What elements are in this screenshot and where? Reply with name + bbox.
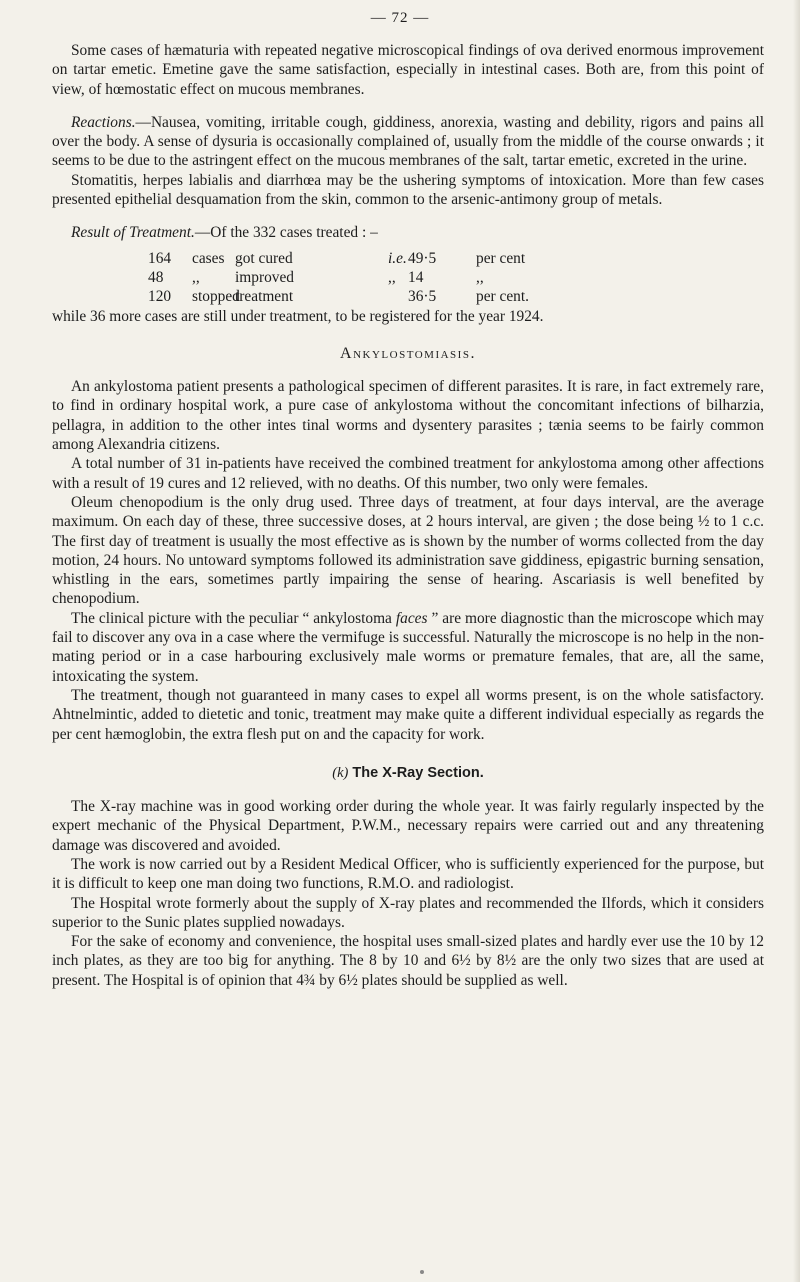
paragraph-xray-economy: For the sake of economy and convenience, the hospital uses small-sized plates and hardly ever use the 10 by 12 inch plates, as they are too big for anything. The 8 by 10 and 6½ by 8½ are the only two sizes that are used at present. The Hospital is of opinion that 4¾ by 6½ plates should be supplied as well. — [52, 933, 764, 989]
section-heading-xray — [52, 764, 764, 783]
xray-section-title: The X-Ray Section. — [352, 764, 484, 781]
result-unit: per cent — [476, 249, 526, 267]
result-intro: —Of the 332 cases treated : – — [194, 224, 378, 242]
clinical-post: ” are more diagnostic than the microscope which may fail to discover any ova in a case where the vermifuge is successful. Naturally the microscope is no help in the non-mating period or in a case harbouring exclusively male worms or premature females, that are, all the same, intoxicating the system. — [52, 609, 764, 685]
paragraph-xray-plates: The Hospital wrote formerly about the supply of X-ray plates and recommended the Ilfords, which it considers superior to the Sunic plates supplied nowadays. — [52, 894, 764, 931]
result-row — [148, 268, 764, 287]
paragraph-stomatitis: Stomatitis, herpes labialis and diarrhœa may be the ushering symptoms of intoxication. More than few cases presented epithelial desquamation from the skin, common to the arsenic-antimony group of metals. — [52, 171, 764, 209]
paragraph-xray-machine: The X-ray machine was in good working order during the whole year. It was fairly regularly inspected by the expert mechanic of the Physical Department, P.W.M., necessary repairs were carried out and any threatening damage was discovered and avoided. — [52, 798, 764, 854]
result-list — [148, 249, 764, 307]
result-ie: ,, — [388, 268, 396, 286]
paragraph-oleum: Oleum chenopodium is the only drug used. Three days of treatment, at four days interval, are the average maximum. On each day of these, three successive doses, at 2 hours interval, are given ; the dose being ½ to 1 c.c. The first day of treatment is usually the most effective as is shown by the number of worms collected from the day motion, 24 hours. No untoward symptoms followed its administration save giddiness, epigastric burning sensation, whistling in the ears, sometimes partly impairing the sense of hearing. Ascariasis is well benefited by chenopodium. — [52, 493, 764, 608]
result-tail: while 36 more cases are still under treatment, to be registered for the year 1924. — [52, 307, 544, 325]
page-body — [52, 41, 764, 990]
result-unit: ,, — [476, 268, 484, 286]
page-number: — 72 — — [370, 10, 430, 26]
clinical-faces: faces — [395, 609, 428, 627]
result-ie: i.e. — [388, 249, 407, 267]
result-word: cases — [192, 249, 225, 267]
paragraph-reactions — [52, 113, 764, 171]
xray-section-label: (k) — [332, 764, 349, 781]
result-outcome: got cured — [235, 249, 293, 267]
result-outcome: treatment — [235, 288, 294, 306]
result-outcome: improved — [235, 268, 294, 286]
result-row — [148, 249, 764, 268]
clinical-pre: The clinical picture with the peculiar “ ankylostoma — [71, 609, 396, 627]
section-heading-ankylostomiasis: Ankylostomiasis. — [340, 344, 476, 362]
result-word: ,, — [192, 268, 200, 286]
result-label: Result of Treatment. — [71, 224, 195, 242]
page-speck — [420, 1270, 424, 1274]
result-percent: 36·5 — [408, 288, 437, 306]
page-edge-shadow — [793, 0, 800, 1282]
result-percent: 14 — [408, 268, 424, 286]
result-unit: per cent. — [476, 288, 529, 306]
result-percent: 49·5 — [408, 249, 437, 267]
paragraph-haematuria: Some cases of hæmaturia with repeated negative microscopical findings of ova derived enormous improvement on tartar emetic. Emetine gave the same satisfaction, especially in intestinal cases. Both are, from this point of view, of hœmostatic effect on mucous membranes. — [52, 42, 764, 98]
paragraph-treatment: The treatment, though not guaranteed in many cases to expel all worms present, is on the whole satisfactory. Ahtnelmintic, added to dietetic and tonic, treatment may make quite a different individual especially as regards the per cent hæmoglobin, the extra flesh put on and the capacity for work. — [52, 686, 764, 743]
result-count: 164 — [148, 249, 172, 267]
paragraph-ankylostoma-patient: An ankylostoma patient presents a pathological specimen of different parasites. It is rare, in fact extremely rare, to find in ordinary hospital work, a pure case of ankylostoma without the concomitant infections of bilharzia, pellagra, in addition to the other intes tinal worms and dysentery parasites ; tænia seems to be fairly common among Alexandria citizens. — [52, 378, 764, 454]
paragraph-in-patients: A total number of 31 in-patients have received the combined treatment for ankylostoma among other affections with a result of 19 cures and 12 relieved, with no deaths. Of this number, two only were females. — [52, 455, 764, 492]
result-word: stopped — [192, 288, 240, 306]
paragraph-xray-work: The work is now carried out by a Resident Medical Officer, who is sufficiently experienced for the purpose, but it is difficult to keep one man doing two functions, R.M.O. and radiologist. — [52, 855, 764, 893]
paragraph-result — [52, 223, 764, 242]
reactions-text: —Nausea, vomiting, irritable cough, giddiness, anorexia, wasting and debility, rigors and pains all over the body. A sense of dysuria is occasionally complained of, usually from the middle of the course onwards ; it seems to be due to the astringent effect on the mucous membranes of the salt, tartar emetic, excreted in the urine. — [52, 113, 764, 170]
result-row — [148, 287, 764, 306]
paragraph-clinical-picture — [52, 609, 764, 686]
reactions-label: Reactions. — [71, 113, 136, 131]
result-count: 120 — [148, 288, 172, 306]
result-ie — [388, 287, 408, 306]
result-count: 48 — [148, 268, 164, 286]
